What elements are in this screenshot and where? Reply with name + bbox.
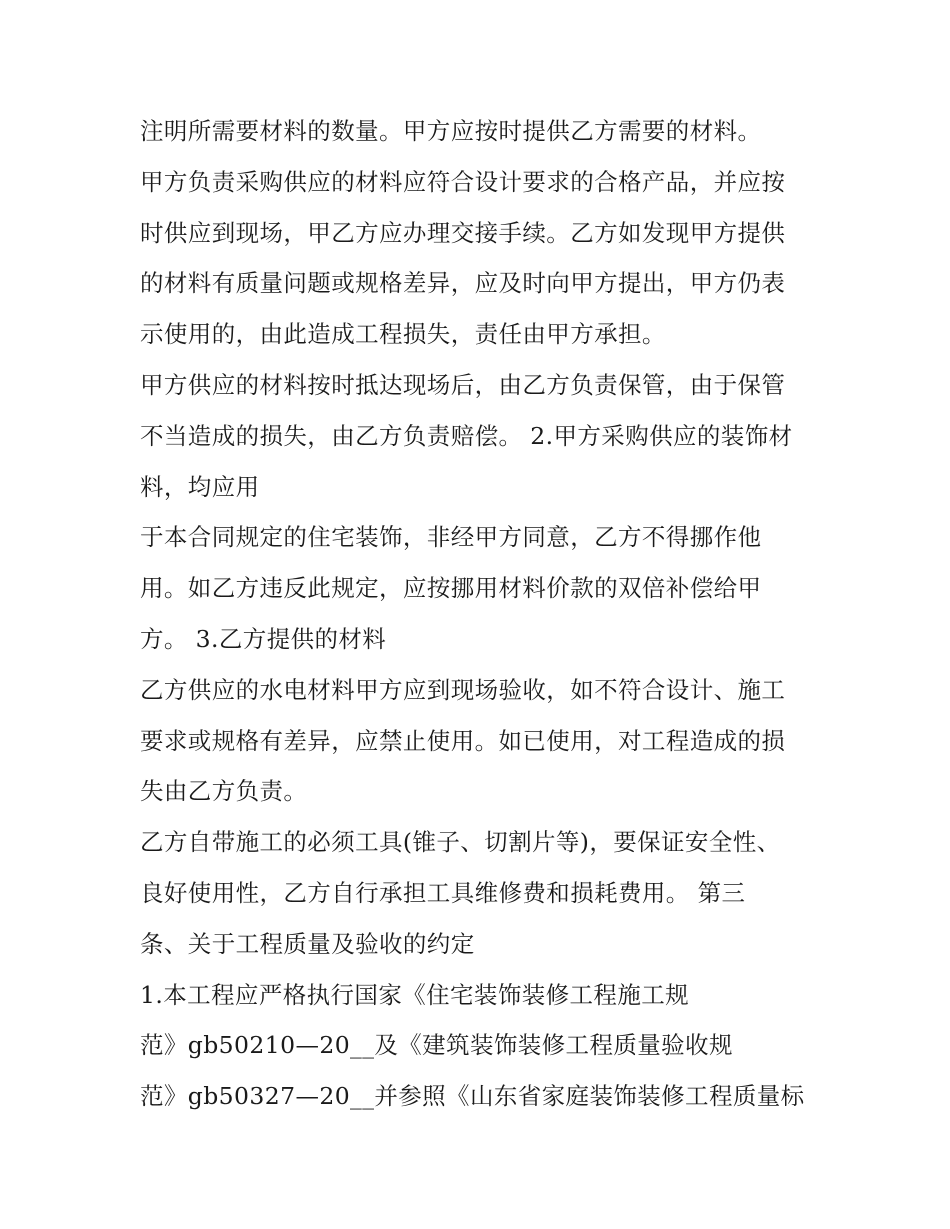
text-line: 方。 3.乙方提供的材料 [140,624,387,653]
text-line: 于本合同规定的住宅装饰，非经甲方同意，乙方不得挪作他 [140,523,762,552]
text-line: 范》gb50210—20__及《建筑装饰装修工程质量验收规 [140,1031,733,1060]
text-line: 甲方供应的材料按时抵达现场后，由乙方负责保管，由于保管 [140,370,786,399]
text-line: 注明所需要材料的数量。甲方应按时提供乙方需要的材料。 [140,117,762,145]
text-line: 乙方自带施工的必须工具(锥子、切割片等)，要保证安全性、 [140,828,781,857]
text-line: 范》gb50327—20__并参照《山东省家庭装饰装修工程质量标 [140,1082,805,1111]
text-line: 用。如乙方违反此规定，应按挪用材料价款的双倍补偿给甲 [140,574,762,603]
text-line: 乙方供应的水电材料甲方应到现场验收，如不符合设计、施工 [140,675,786,704]
text-line: 料，均应用 [140,472,260,501]
text-line: 的材料有质量问题或规格差异，应及时向甲方提出，甲方仍表 [140,269,786,298]
text-line: 失由乙方负责。 [140,777,308,806]
text-line: 不当造成的损失，由乙方负责赔偿。 2.甲方采购供应的装饰材 [140,421,793,450]
text-line: 甲方负责采购供应的材料应符合设计要求的合格产品，并应按 [140,167,786,196]
document-body [140,106,830,1122]
text-line: 1.本工程应严格执行国家《住宅装饰装修工程施工规 [140,980,690,1009]
text-line: 良好使用性，乙方自行承担工具维修费和损耗费用。 第三 [140,878,746,907]
text-line: 要求或规格有差异，应禁止使用。如已使用，对工程造成的损 [140,726,786,755]
text-line: 条、关于工程质量及验收的约定 [140,929,475,958]
text-line: 时供应到现场，甲乙方应办理交接手续。乙方如发现甲方提供 [140,218,786,247]
text-line: 示使用的，由此造成工程损失，责任由甲方承担。 [140,320,666,349]
